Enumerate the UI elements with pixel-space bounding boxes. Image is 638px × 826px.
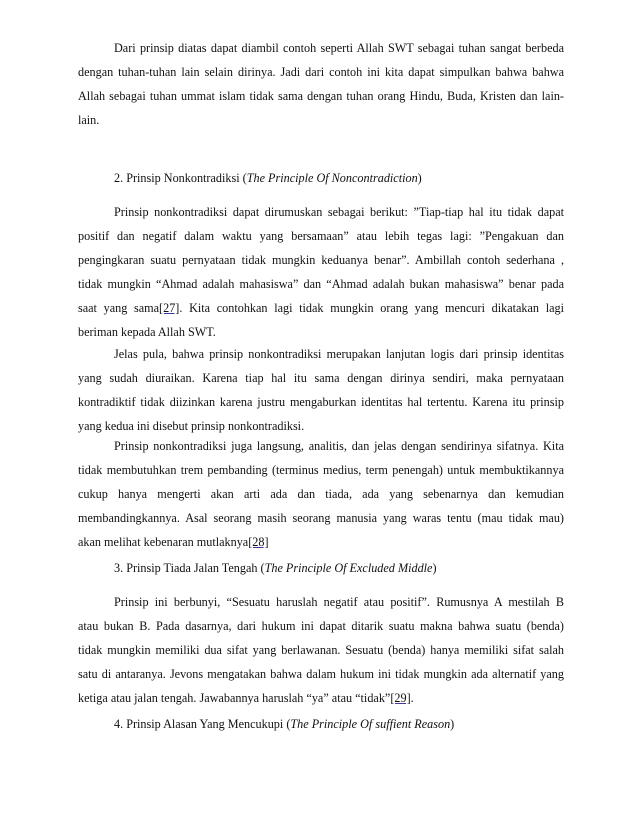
paragraph-line: membandingkannya. Asal seorang masih seorang manusia yang waras tentu (mau tidak mau) [78, 511, 564, 525]
paragraph-line: lain. [78, 113, 100, 127]
paragraph-line: Dari prinsip diatas dapat diambil contoh seperti Allah SWT sebagai tuhan sangat berbeda [114, 41, 564, 55]
paragraph-line: tidak membutuhkan trem pembanding (terminus medius, term penengah) untuk membuktikannya [78, 463, 564, 477]
paragraph-line [78, 686, 564, 710]
paragraph-line: kontradiktif tidak diizinkan karena justru mengaburkan identitas hal tertentu. Karena itu prinsip [78, 395, 564, 409]
paragraph-line: tidak mungkin “Ahmad adalah mahasiswa” dan “Ahmad adalah bukan mahasiswa” benar pada [78, 277, 564, 291]
heading-prefix: 2. Prinsip Nonkontradiksi ( [114, 171, 247, 185]
heading-title: The Principle Of Noncontradiction [246, 171, 418, 185]
paragraph-line: tidak mungkin memiliki dua sifat yang berlawanan. Sesuatu (benda) hanya memiliki sifat salah [78, 643, 564, 657]
heading-suffix: ) [432, 561, 437, 575]
paragraph-line: beriman kepada Allah SWT. [78, 325, 216, 339]
footnote-ref-27[interactable]: [27] [159, 301, 180, 315]
paragraph-line: yang kedua ini disebut prinsip nonkontradiksi. [78, 419, 305, 433]
heading-title: The Principle Of Excluded Middle [264, 561, 433, 575]
paragraph-3 [78, 342, 564, 438]
paragraph-line: cukup hanya mengerti akan arti ada dan tiada, ada yang sebenarnya dan kemudian [78, 487, 564, 501]
heading-suffix: ) [417, 171, 422, 185]
section-heading-2 [114, 166, 422, 190]
paragraph-5 [78, 590, 564, 710]
paragraph-line: Prinsip ini berbunyi, “Sesuatu haruslah negatif atau positif”. Rumusnya A mestilah B [114, 595, 564, 609]
paragraph-line [78, 530, 564, 554]
paragraph-line: Allah sebagai tuhan ummat islam tidak sama dengan tuhan orang Hindu, Buda, Kristen dan lain- [78, 89, 564, 103]
paragraph-line: yang sudah diuraikan. Karena tiap hal itu sama dengan dirinya sendiri, maka pernyataan [78, 371, 564, 385]
paragraph-2 [78, 200, 564, 344]
line-text: akan melihat kebenaran mutlaknya [78, 535, 249, 549]
heading-prefix: 3. Prinsip Tiada Jalan Tengah ( [114, 561, 265, 575]
paragraph-4 [78, 434, 564, 554]
paragraph-line [78, 296, 564, 320]
heading-prefix: 4. Prinsip Alasan Yang Mencukupi ( [114, 717, 291, 731]
paragraph-line: Jelas pula, bahwa prinsip nonkontradiksi merupakan lanjutan logis dari prinsip identitas [114, 347, 564, 361]
paragraph-line: satu di antaranya. Jevons mengatakan bahwa dalam hukum ini tidak mungkin ada alternatif yang [78, 667, 564, 681]
line-text: . [410, 691, 414, 705]
section-heading-4 [114, 712, 454, 736]
paragraph-line: atau bukan B. Pada dasarnya, dari hukum ini dapat ditarik suatu makna bahwa suatu (benda) [78, 619, 564, 633]
paragraph-line: dengan tuhan-tuhan lain selain dirinya. Jadi dari contoh ini kita dapat simpulkan bahwa bahwa [78, 65, 564, 79]
paragraph-1 [78, 36, 564, 132]
paragraph-line: pengingkaran suatu pernyataan tidak mungkin keduanya benar”. Ambillah contoh sederhana , [78, 253, 564, 267]
paragraph-line: Prinsip nonkontradiksi juga langsung, analitis, dan jelas dengan sendirinya sifatnya. Kita [114, 439, 564, 453]
heading-title: The Principle Of suffient Reason [290, 717, 451, 731]
footnote-ref-29[interactable]: [29] [390, 691, 411, 705]
paragraph-line: positif dan negatif dalam waktu yang bersamaan” atau lebih tegas lagi: ”Pengakuan dan [78, 229, 564, 243]
line-text: . Kita contohkan lagi tidak mungkin orang yang mencuri dikatakan lagi [179, 301, 564, 315]
line-text: saat yang sama [78, 301, 160, 315]
paragraph-line: Prinsip nonkontradiksi dapat dirumuskan sebagai berikut: ”Tiap-tiap hal itu tidak dapat [114, 205, 564, 219]
footnote-ref-28[interactable]: [28] [248, 535, 269, 549]
line-text: ketiga atau jalan tengah. Jawabannya haruslah “ya” atau “tidak” [78, 691, 391, 705]
section-heading-3 [114, 556, 437, 580]
heading-suffix: ) [450, 717, 455, 731]
